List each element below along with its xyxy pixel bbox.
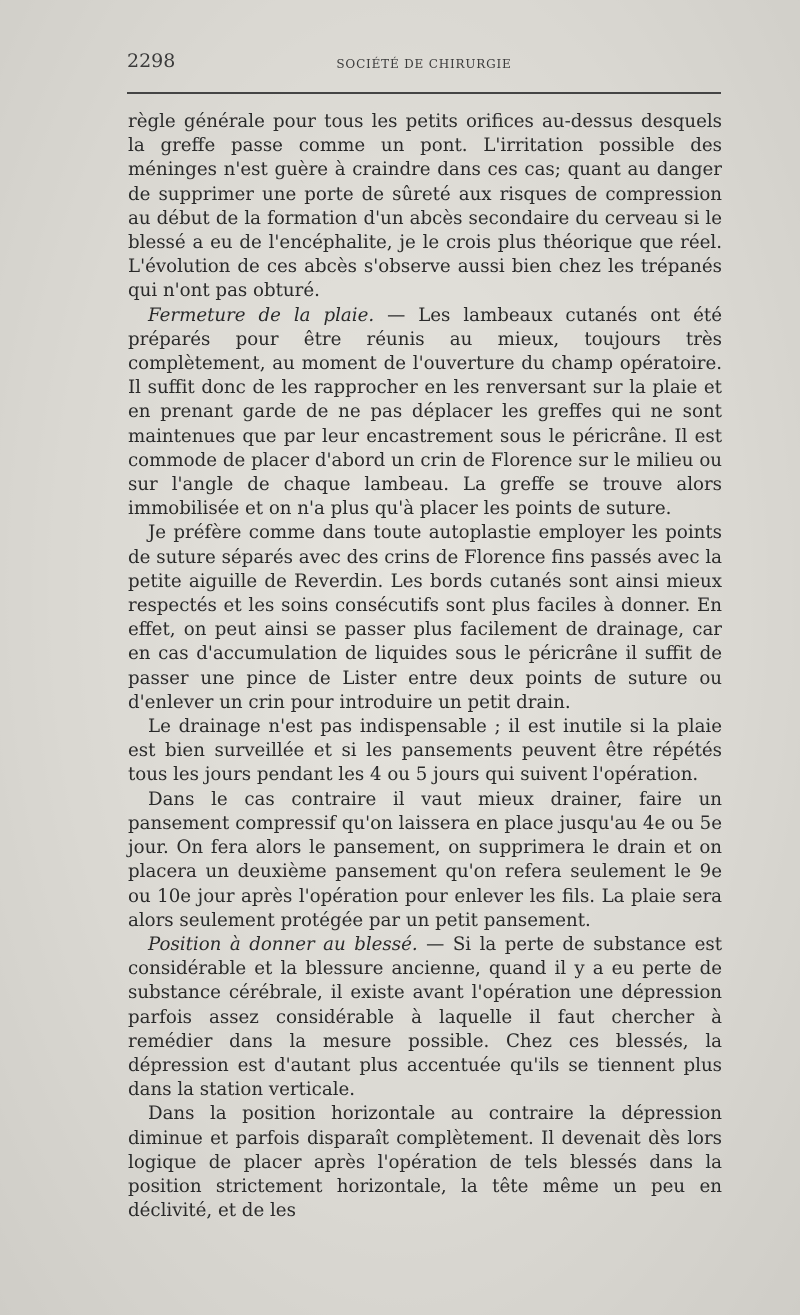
paragraph bbox=[128, 788, 722, 933]
paragraph-text: — Les lambeaux cutanés ont été préparés pour être réunis au mieux, toujours très complètement, au moment de l'ouverture du champ opératoire. Il suffit donc de les rapprocher en les renversant sur la plaie et en prenant garde de ne pas déplacer les greffes qui ne sont maintenues que par leur encastrement sous le péricrâne. Il est commode de placer d'abord un crin de Florence sur le milieu ou sur l'angle de chaque lambeau. La greffe se trouve alors immobilisée et on n'a plus qu'à placer les points de suture. bbox=[128, 304, 722, 520]
paragraph bbox=[128, 715, 722, 788]
paragraph-text: — Si la perte de substance est considérable et la blessure ancienne, quand il y a eu perte de substance cérébrale, il existe avant l'opération une dépression parfois assez considérable à laquelle il faut chercher à remédier dans la mesure possible. Chez ces blessés, la dépression est d'autant plus accentuée qu'ils se tiennent plus dans la station verticale. bbox=[128, 933, 723, 1101]
section-heading: Fermeture de la plaie. bbox=[148, 304, 375, 326]
paragraph bbox=[128, 1102, 722, 1223]
paragraph-text: règle générale pour tous les petits orifices au-dessus desquels la greffe passe comme un pont. L'irritation possible des méninges n'est guère à craindre dans ces cas; quant au danger de supprimer une porte de sûreté aux risques de compression au début de la formation d'un abcès secondaire du cerveau si le blessé a eu de l'encéphalite, je le crois plus théorique que réel. L'évolution de ces abcès s'observe aussi bien chez les trépanés qui n'ont pas obturé. bbox=[128, 111, 722, 302]
paragraph-text: Dans la position horizontale au contraire la dépression diminue et parfois disparaît complètement. Il devenait dès lors logique de placer après l'opération de tels blessés dans la position strictement horizontale, la tête même un peu en déclivité, et de les bbox=[128, 1103, 722, 1222]
header-rule bbox=[127, 92, 721, 94]
section-heading: Position à donner au blessé. bbox=[148, 933, 418, 955]
paragraph-text: Le drainage n'est pas indispensable ; il est inutile si la plaie est bien surveillée et si les pansements peuvent être répétés tous les jours pendant les 4 ou 5 jours qui suivent l'opération. bbox=[128, 716, 722, 786]
paragraph bbox=[128, 521, 722, 715]
paragraph bbox=[128, 304, 722, 522]
paragraph-text: Dans le cas contraire il vaut mieux drainer, faire un pansement compressif qu'on laissera en place jusqu'au 4e ou 5e jour. On fera alors le pansement, on supprimera le drain et on placera un deuxième pansement qu'on refera seulement le 9e ou 10e jour après l'opération pour enlever les fils. La plaie sera alors seulement protégée par un petit pansement. bbox=[128, 788, 722, 931]
page-header bbox=[127, 50, 721, 76]
paragraph bbox=[128, 110, 722, 304]
paragraph-text: Je préfère comme dans toute autoplastie employer les points de suture séparés avec des crins de Florence fins passés avec la petite aiguille de Reverdin. Les bords cutanés sont ainsi mieux respectés et les soins consécutifs sont plus faciles à donner. En effet, on peut ainsi se passer plus facilement de drainage, car en cas d'accumulation de liquides sous le péricrâne il suffit de passer une pince de Lister entre deux points de suture ou d'enlever un crin pour introduire un petit drain. bbox=[128, 522, 722, 713]
page-number: 2298 bbox=[127, 50, 176, 72]
paragraph bbox=[128, 933, 722, 1102]
body-text bbox=[128, 110, 722, 1223]
running-title: SOCIÉTÉ DE CHIRURGIE bbox=[336, 57, 512, 71]
